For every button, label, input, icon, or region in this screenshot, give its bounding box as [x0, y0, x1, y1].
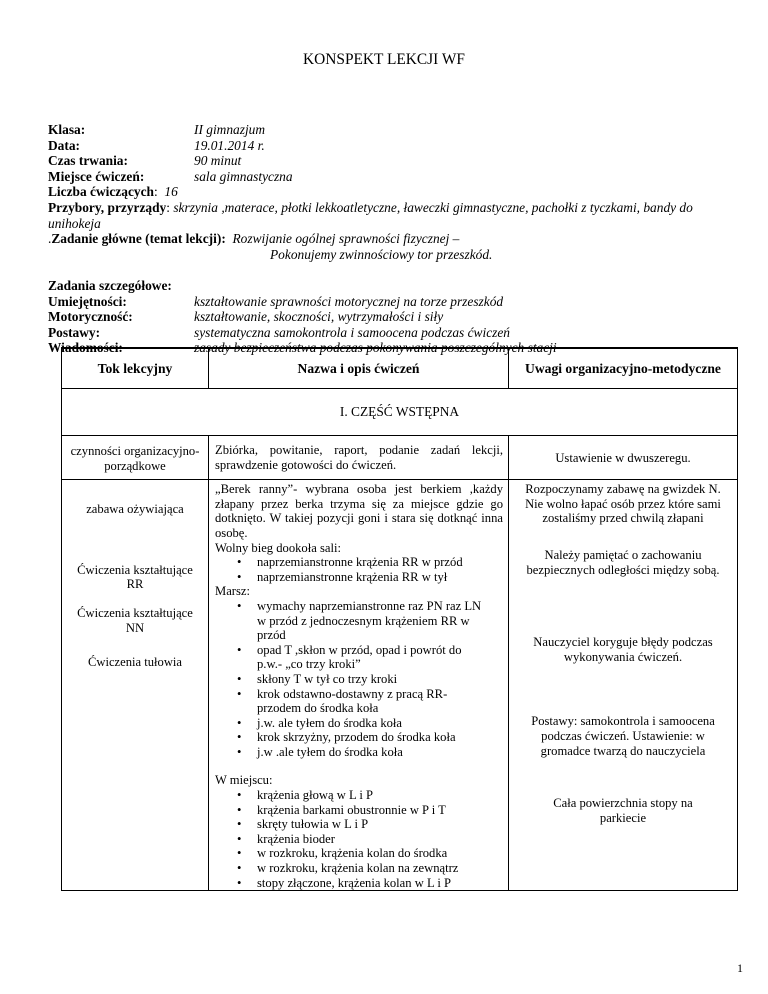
row-main-uwagi — [509, 480, 738, 891]
list-item: • naprzemianstronne krążenia RR w tył — [257, 570, 503, 585]
zadanie-label: Zadanie główne (temat lekcji): — [51, 231, 226, 247]
page-title: KONSPEKT LEKCJI WF — [303, 51, 465, 68]
meta-czas — [48, 153, 738, 169]
meta-zadanie-cont — [48, 247, 738, 263]
liczba-label: Liczba ćwiczących — [48, 184, 154, 200]
marsz-intro: Marsz: — [215, 584, 250, 599]
postawy-value: systematyczna samokontrola i samoocena podczas ćwiczeń — [194, 324, 510, 340]
lesson-table — [61, 347, 738, 891]
meta-data — [48, 138, 738, 154]
bieg-list — [215, 555, 503, 584]
meta-postawy — [48, 325, 738, 341]
klasa-label: Klasa: — [48, 122, 86, 137]
list-item: • krążenia bioder — [257, 832, 503, 847]
zadanie-prefix: . — [48, 231, 52, 247]
list-item: • opad T ,skłon w przód, opad i powrót do p.w.- „co trzy kroki” — [257, 643, 485, 672]
wiadomosci-label: Wiadomości: — [48, 340, 123, 356]
list-item: • skręty tułowia w L i P — [257, 817, 503, 832]
list-item: • krok skrzyżny, przodem do środka koła — [257, 730, 485, 745]
row1-uwagi: Ustawienie w dwuszeregu. — [509, 436, 738, 480]
list-item: • w rozkroku, krążenia kolan do środka — [257, 846, 503, 861]
miejscu-intro: W miejscu: — [215, 773, 273, 788]
list-item: • skłony T w tył co trzy kroki — [257, 672, 485, 687]
motorycznosc-value: kształtowanie, skoczności, wytrzymałości i siły — [194, 309, 444, 325]
section-title: I. CZĘŚĆ WSTĘPNA — [62, 389, 738, 436]
list-item: • naprzemianstronne krążenia RR w przód — [257, 555, 503, 570]
tok-cwiczenia-tulowia: Ćwiczenia tułowia — [87, 655, 183, 670]
data-label: Data: — [48, 137, 80, 153]
czas-value: 90 minut — [194, 153, 242, 169]
liczba-value: 16 — [164, 184, 178, 200]
czas-label: Czas trwania: — [48, 153, 128, 169]
uwagi-zabawa: Rozpoczynamy zabawę na gwizdek N. Nie wolno łapać osób przez które sami zostaliśmy przed chwilą złapani — [525, 482, 721, 526]
postawy-label: Postawy: — [48, 324, 101, 340]
tok-cwiczenia-nn: Ćwiczenia kształtujące NN — [77, 605, 193, 635]
berek-ranny-text: „Berek ranny”- wybrana osoba jest berkiem ,każdy złapany przez berka trzyma się za miejsce gdzie go dotknięto. W takiej pozycji goni i stara się dotknąć inna osobę. — [215, 482, 503, 540]
list-item: • wymachy naprzemianstronne raz PN raz LN w przód z jednoczesnym krążeniem RR w przód — [257, 599, 485, 643]
miejscu-list — [215, 788, 503, 890]
meta-zadanie — [48, 231, 738, 247]
bieg-intro: Wolny bieg dookoła sali: — [215, 540, 341, 555]
header-uwagi: Uwagi organizacyjno-metodyczne — [509, 348, 738, 389]
row-main-opis — [209, 480, 509, 891]
section-row — [62, 389, 738, 436]
header-nazwa-opis: Nazwa i opis ćwiczeń — [209, 348, 509, 389]
table-header-row — [62, 348, 738, 389]
list-item: • j.w .ale tyłem do środka koła — [257, 745, 485, 760]
przybory-value: skrzynia ,materace, płotki lekkoatletyczne, ławeczki gimnastyczne, pachołki z tyczkami, bandy do unihokeja — [48, 199, 693, 231]
table-row — [62, 436, 738, 480]
umiejetnosci-value: kształtowanie sprawności motorycznej na torze przeszkód — [194, 293, 504, 309]
list-item: • krążenia głową w L i P — [257, 788, 503, 803]
lesson-metadata — [48, 122, 738, 356]
miejsce-label: Miejsce ćwiczeń: — [48, 168, 145, 184]
klasa-value: II gimnazjum — [194, 122, 266, 137]
row1-opis: Zbiórka, powitanie, raport, podanie zadań lekcji, sprawdzenie gotowości do ćwiczeń. — [209, 436, 509, 480]
uwagi-odleglosci: Należy pamiętać o zachowaniu bezpiecznych odległości między sobą. — [526, 547, 720, 577]
umiejetnosci-label: Umiejętności: — [48, 293, 127, 309]
page-number: 1 — [737, 961, 743, 975]
meta-liczba: Liczba ćwiczących: 16 — [48, 184, 178, 200]
tok-cwiczenia-rr: Ćwiczenia kształtujące RR — [77, 562, 193, 592]
header-tok-lekcyjny: Tok lekcyjny — [62, 348, 209, 389]
list-item: • w rozkroku, krążenia kolan na zewnątrz — [257, 861, 503, 876]
przybory-label: Przybory, przyrządy — [48, 199, 167, 215]
zadanie-value-2: Pokonujemy zwinnościowy tor przeszkód. — [270, 246, 493, 262]
data-value: 19.01.2014 r. — [194, 137, 265, 153]
meta-przybory: Przybory, przyrządy: skrzynia ,materace, płotki lekkoatletyczne, ławeczki gimnastyczne, pachołki z tyczkami, bandy do unihokeja — [48, 199, 693, 231]
list-item: • stopy złączone, krążenia kolan w L i P — [257, 876, 503, 891]
list-item: • krok odstawno-dostawny z pracą RR- przodem do środka koła — [257, 687, 485, 716]
meta-szczegolowe — [48, 278, 738, 294]
meta-klasa — [48, 122, 738, 138]
uwagi-korekta: Nauczyciel koryguje błędy podczas wykonywania ćwiczeń. — [533, 635, 713, 664]
marsz-list — [215, 599, 503, 760]
meta-miejsce — [48, 169, 738, 185]
list-item: • krążenia barkami obustronnie w P i T — [257, 803, 503, 818]
tok-zabawa: zabawa ożywiająca — [86, 502, 184, 517]
szczegolowe-label: Zadania szczegółowe: — [48, 277, 172, 293]
list-item: • j.w. ale tyłem do środka koła — [257, 716, 485, 731]
wiadomosci-value: zasady bezpieczeństwa podczas pokonywania poszczególnych stacji — [194, 340, 557, 356]
uwagi-stopa: Cała powierzchnia stopy na parkiecie — [553, 796, 693, 825]
motorycznosc-label: Motoryczność: — [48, 309, 133, 325]
table-row — [62, 480, 738, 891]
meta-umiejetnosci — [48, 294, 738, 310]
row1-tok: czynności organizacyjno-porządkowe — [62, 436, 209, 480]
row-main-tok — [62, 480, 209, 891]
meta-motorycznosc — [48, 309, 738, 325]
uwagi-postawy: Postawy: samokontrola i samoocena podczas ćwiczeń. Ustawienie: w gromadce twarzą do nauczyciela — [531, 714, 715, 758]
zadanie-value-1: Rozwijanie ogólnej sprawności fizycznej – — [232, 231, 460, 247]
miejsce-value: sala gimnastyczna — [194, 168, 293, 184]
